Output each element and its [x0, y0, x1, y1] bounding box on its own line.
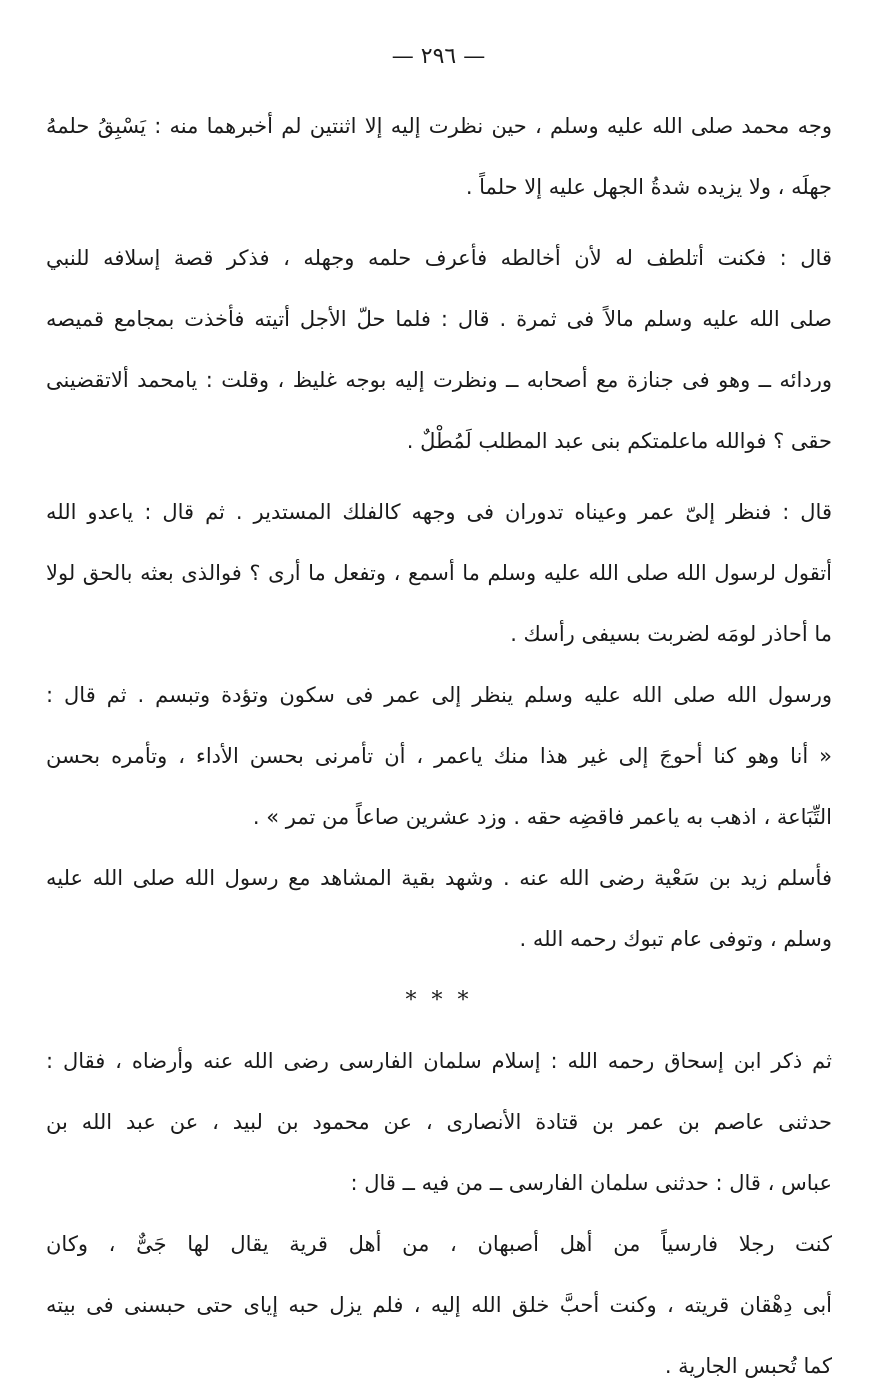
text-line: التِّبَاعة ، اذهب به ياعمر فاقضِه حقه . وزد عشرين صاعاً من تمر » . — [252, 805, 832, 829]
text-line: أبى دِهْقان قريته ، وكنت أحبَّ خلق الله إليه ، فلم يزل حبه إياى حتى حبسنى فى بيته — [46, 1293, 832, 1317]
text-block-upper — [46, 96, 832, 1397]
text-line: وردائه ــ وهو فى جنازة مع أصحابه ــ ونظرت إليه بوجه غليظ ، وقلت : يامحمد ألاتقضينى — [46, 368, 832, 392]
paragraph-7 — [46, 1214, 832, 1397]
text-line: صلى الله عليه وسلم مالاً فى ثمرة . قال : فلما حلّ الأجل أتيته فأخذت بمجامع قميصه — [46, 307, 832, 331]
text-line: قال : فنظر إلىّ عمر وعيناه تدوران فى وجهه كالفلك المستدير . ثم قال : ياعدو الله — [46, 500, 832, 524]
text-line: وسلم ، وتوفى عام تبوك رحمه الله . — [519, 927, 832, 951]
text-line: ما أحاذر لومَه لضربت بسيفى رأسك . — [510, 622, 832, 646]
paragraph-1 — [46, 96, 832, 218]
text-line: فأسلم زيد بن سَعْية رضى الله عنه . وشهد بقية المشاهد مع رسول الله صلى الله عليه — [46, 866, 832, 890]
text-line: ثم ذكر ابن إسحاق رحمه الله : إسلام سلمان الفارسى رضى الله عنه وأرضاه ، فقال : — [46, 1049, 832, 1073]
page-number: — ٢٩٦ — — [391, 44, 486, 69]
text-line: كنت رجلا فارسياً من أهل أصبهان ، من أهل قرية يقال لها جَىٌّ ، وكان — [46, 1232, 832, 1256]
text-line: أتقول لرسول الله صلى الله عليه وسلم ما أسمع ، وتفعل ما أرى ؟ فوالذى بعثه بالحق لولا — [46, 561, 832, 585]
paragraph-5 — [46, 848, 832, 970]
section-separator: * * * — [405, 988, 473, 1013]
text-line: كما تُحبس الجارية . — [664, 1354, 832, 1378]
text-line: « أنا وهو كنا أحوجَ إلى غير هذا منك ياعمر ، أن تأمرنى بحسن الأداء ، وتأمره بحسن — [46, 744, 832, 768]
text-line: عباس ، قال : حدثنى سلمان الفارسى ــ من فيه ــ قال : — [350, 1171, 832, 1195]
paragraph-3 — [46, 482, 832, 665]
paragraph-6 — [46, 1031, 832, 1214]
text-line: ورسول الله صلى الله عليه وسلم ينظر إلى عمر فى سكون وتؤدة وتبسم . ثم قال : — [46, 683, 832, 707]
text-line: قال : فكنت أتلطف له لأن أخالطه فأعرف حلمه وجهله ، فذكر قصة إسلافه للنبي — [46, 246, 832, 270]
text-line: جهلَه ، ولا يزيده شدةُ الجهل عليه إلا حلماً . — [465, 175, 832, 199]
text-line: حدثنى عاصم بن عمر بن قتادة الأنصارى ، عن محمود بن لبيد ، عن عبد الله بن — [46, 1110, 832, 1134]
paragraph-4 — [46, 665, 832, 848]
text-line: وجه محمد صلى الله عليه وسلم ، حين نظرت إليه إلا اثنتين لم أخبرهما منه : يَسْبِقُ حلمهُ — [46, 114, 832, 138]
paragraph-2 — [46, 228, 832, 472]
text-line: حقى ؟ فوالله ماعلمتكم بنى عبد المطلب لَمُطْلٌ . — [406, 429, 832, 453]
